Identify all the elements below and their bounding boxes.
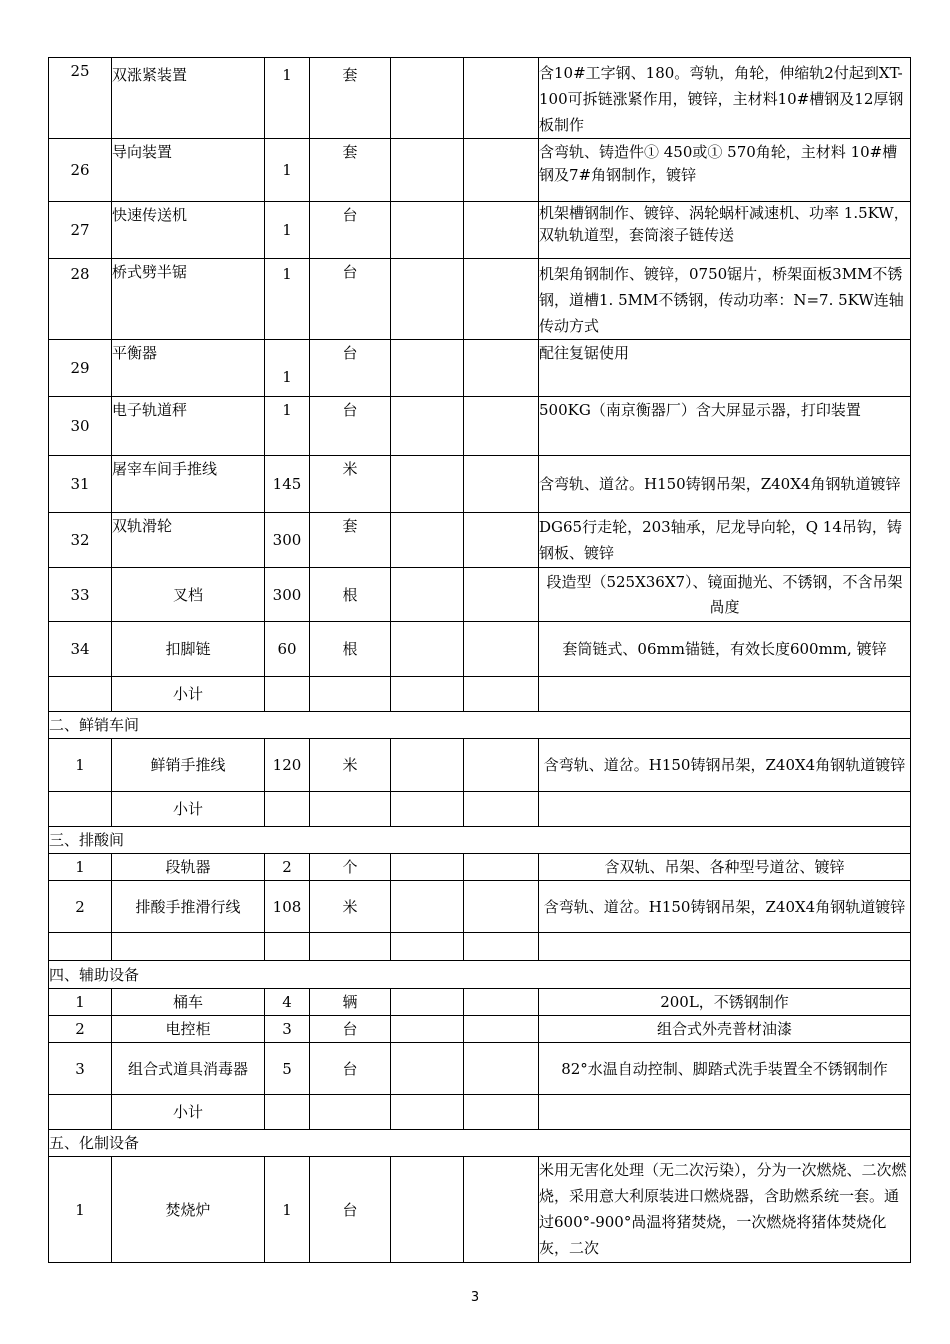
item-name: 叉档	[112, 568, 265, 622]
item-no: 2	[49, 1016, 112, 1043]
table-row	[49, 202, 911, 259]
item-name: 桶车	[112, 989, 265, 1016]
empty-cell	[391, 1043, 464, 1095]
item-desc-text: 含弯轨、铸造件① 450或① 570角轮，主材料 10#槽钢及7#角钢制作，镀锌	[539, 143, 898, 184]
empty-cell	[464, 989, 539, 1016]
item-qty: 2	[265, 854, 310, 881]
item-no: 1	[49, 1157, 112, 1263]
item-unit: 根	[310, 622, 391, 677]
item-qty: 3	[265, 1016, 310, 1043]
table-row	[49, 568, 911, 622]
empty-cell	[464, 202, 539, 259]
item-unit: 米	[310, 739, 391, 792]
section-title: 四、辅助设备	[49, 961, 911, 989]
item-name: 排酸手推滑行线	[112, 881, 265, 933]
item-unit: 台	[310, 259, 391, 340]
item-qty: 300	[265, 568, 310, 622]
item-no: 1	[49, 739, 112, 792]
item-name: 扣脚链	[112, 622, 265, 677]
table-row	[49, 1157, 911, 1263]
table-row	[49, 397, 911, 456]
empty-cell	[391, 854, 464, 881]
table-row	[49, 58, 911, 139]
item-unit: 辆	[310, 989, 391, 1016]
empty-cell	[265, 677, 310, 712]
item-desc: 含弯轨、道岔。H150铸钢吊架，Z40X4角钢轨道镀锌	[539, 881, 911, 933]
empty-cell	[464, 58, 539, 139]
empty-cell	[49, 792, 112, 827]
item-desc: 机架角钢制作、镀锌，0750锯片，桥架面板3MM不锈钢，道槽1. 5MM不锈钢，传动功率：N=7. 5KW连轴传动方式	[539, 259, 911, 340]
item-qty: 1	[265, 340, 310, 397]
item-unit: 套	[310, 513, 391, 568]
empty-cell	[391, 792, 464, 827]
section-title: 三、排酸间	[49, 827, 911, 854]
empty-cell	[539, 792, 911, 827]
item-desc: 配往复锯使用	[539, 340, 911, 397]
empty-cell	[391, 568, 464, 622]
empty-cell	[464, 1016, 539, 1043]
empty-cell	[391, 1016, 464, 1043]
empty-cell	[464, 933, 539, 961]
empty-cell	[391, 340, 464, 397]
table-row	[49, 513, 911, 568]
section-header-row	[49, 827, 911, 854]
item-name: 组合式道具消毒器	[112, 1043, 265, 1095]
item-qty: 4	[265, 989, 310, 1016]
empty-cell	[464, 1157, 539, 1263]
item-no: 30	[49, 397, 112, 456]
empty-cell	[464, 854, 539, 881]
subtotal-row	[49, 677, 911, 712]
item-name: 平衡器	[112, 340, 265, 397]
empty-cell	[464, 340, 539, 397]
empty-cell	[464, 881, 539, 933]
empty-cell	[539, 933, 911, 961]
empty-cell	[265, 933, 310, 961]
empty-cell	[391, 739, 464, 792]
item-no: 31	[49, 456, 112, 513]
equipment-table	[48, 57, 911, 1263]
item-unit: 台	[310, 340, 391, 397]
empty-cell	[464, 568, 539, 622]
item-no: 1	[49, 989, 112, 1016]
item-name: 电控柜	[112, 1016, 265, 1043]
item-unit: 台	[310, 202, 391, 259]
empty-cell	[265, 1095, 310, 1130]
item-qty: 1	[265, 139, 310, 202]
item-unit: 套	[310, 58, 391, 139]
item-desc: 含双轨、吊架、各种型号道岔、镀锌	[539, 854, 911, 881]
empty-cell	[464, 513, 539, 568]
item-no: 27	[49, 202, 112, 259]
item-desc	[539, 202, 911, 259]
table-row	[49, 259, 911, 340]
subtotal-row	[49, 792, 911, 827]
empty-cell	[464, 456, 539, 513]
empty-cell	[464, 739, 539, 792]
item-unit: 米	[310, 881, 391, 933]
item-name: 电子轨道秤	[112, 397, 265, 456]
item-desc: 500KG（南京衡器厂）含大屏显示器，打印装置	[539, 397, 911, 456]
table-row	[49, 456, 911, 513]
empty-cell	[391, 881, 464, 933]
section-header-row	[49, 712, 911, 739]
item-unit: 个	[310, 854, 391, 881]
item-no: 29	[49, 340, 112, 397]
item-name: 导向装置	[112, 139, 265, 202]
item-desc: 套筒链式、06mm锚链，有效长度600mm, 镀锌	[539, 622, 911, 677]
item-unit: 台	[310, 1157, 391, 1263]
item-unit: 台	[310, 397, 391, 456]
empty-cell	[391, 933, 464, 961]
item-desc: DG65行走轮，203轴承，尼龙导向轮，Q 14吊钩，铸钢板、镀锌	[539, 513, 911, 568]
empty-cell	[391, 989, 464, 1016]
empty-cell	[265, 792, 310, 827]
empty-cell	[391, 456, 464, 513]
table-row	[49, 854, 911, 881]
subtotal-row	[49, 1095, 911, 1130]
item-qty: 300	[265, 513, 310, 568]
item-name: 桥式劈半锯	[112, 259, 265, 340]
item-qty: 60	[265, 622, 310, 677]
item-qty: 1	[265, 397, 310, 456]
item-name: 双涨紧装置	[112, 58, 265, 139]
section-header-row	[49, 1130, 911, 1157]
empty-cell	[464, 397, 539, 456]
item-desc: 段造型（525X36X7）、镜面抛光、不锈钢，不含吊架咼度	[539, 568, 911, 622]
item-qty: 108	[265, 881, 310, 933]
empty-cell	[539, 677, 911, 712]
empty-cell	[391, 1095, 464, 1130]
subtotal-label	[112, 933, 265, 961]
empty-cell	[464, 1095, 539, 1130]
item-no: 26	[49, 139, 112, 202]
item-name: 鲜销手推线	[112, 739, 265, 792]
item-desc: 含弯轨、道岔。H150铸钢吊架，Z40X4角钢轨道镀锌	[539, 456, 911, 513]
empty-cell	[391, 259, 464, 340]
item-qty: 1	[265, 259, 310, 340]
empty-cell	[391, 1157, 464, 1263]
item-desc: 含弯轨、道岔。H150铸钢吊架，Z40X4角钢轨道镀锌	[539, 739, 911, 792]
item-desc-text: 机架槽钢制作、镀锌、涡轮蜗杆减速机、功率 1.5KW，双轨轨道型，套筒滚子链传送	[539, 204, 909, 244]
item-qty: 145	[265, 456, 310, 513]
empty-cell	[464, 1043, 539, 1095]
item-unit: 台	[310, 1043, 391, 1095]
empty-cell	[391, 139, 464, 202]
item-unit: 米	[310, 456, 391, 513]
subtotal-label: 小计	[112, 677, 265, 712]
empty-cell	[464, 139, 539, 202]
item-no: 33	[49, 568, 112, 622]
item-no: 25	[49, 58, 112, 139]
item-no: 3	[49, 1043, 112, 1095]
table-row	[49, 340, 911, 397]
item-desc: 200L，不锈钢制作	[539, 989, 911, 1016]
item-name: 双轨滑轮	[112, 513, 265, 568]
item-unit: 套	[310, 139, 391, 202]
item-desc: 含10#工字钢、180。弯轨，角轮，伸缩轨2付起到XT-100可拆链涨紧作用，镀锌，主材料10#槽钢及12厚钢板制作	[539, 58, 911, 139]
empty-cell	[49, 933, 112, 961]
empty-cell	[464, 259, 539, 340]
section-header-row	[49, 961, 911, 989]
empty-cell	[464, 622, 539, 677]
empty-cell	[49, 677, 112, 712]
subtotal-label: 小计	[112, 1095, 265, 1130]
table-row	[49, 1043, 911, 1095]
item-name: 屠宰车间手推线	[112, 456, 265, 513]
empty-cell	[310, 792, 391, 827]
blank-row	[49, 933, 911, 961]
item-qty: 1	[265, 202, 310, 259]
item-qty: 5	[265, 1043, 310, 1095]
empty-cell	[310, 1095, 391, 1130]
empty-cell	[391, 513, 464, 568]
item-qty: 120	[265, 739, 310, 792]
item-unit: 根	[310, 568, 391, 622]
item-qty: 1	[265, 1157, 310, 1263]
item-desc-text: 米用无害化处理（无二次污染），分为一次燃烧、二次燃烧，采用意大利原装进口燃烧器，含助燃系统一套。通过600°-900°咼温将猪焚烧，一次燃烧将猪体焚烧化灰，二次	[539, 1161, 907, 1257]
empty-cell	[391, 397, 464, 456]
empty-cell	[391, 58, 464, 139]
item-no: 2	[49, 881, 112, 933]
table-row	[49, 1016, 911, 1043]
item-no: 34	[49, 622, 112, 677]
section-title: 五、化制设备	[49, 1130, 911, 1157]
item-desc: 82°水温自动控制、脚踏式洗手装置全不锈钢制作	[539, 1043, 911, 1095]
item-name: 焚烧炉	[112, 1157, 265, 1263]
item-name: 快速传送机	[112, 202, 265, 259]
empty-cell	[310, 933, 391, 961]
section-title: 二、鲜销车间	[49, 712, 911, 739]
item-unit: 台	[310, 1016, 391, 1043]
table-row	[49, 622, 911, 677]
empty-cell	[310, 677, 391, 712]
page-number: 3	[470, 1290, 480, 1305]
empty-cell	[464, 677, 539, 712]
subtotal-label: 小计	[112, 792, 265, 827]
item-no: 1	[49, 854, 112, 881]
item-desc	[539, 1157, 911, 1263]
empty-cell	[49, 1095, 112, 1130]
empty-cell	[464, 792, 539, 827]
item-no: 28	[49, 259, 112, 340]
item-desc	[539, 139, 911, 202]
empty-cell	[539, 1095, 911, 1130]
empty-cell	[391, 622, 464, 677]
empty-cell	[391, 202, 464, 259]
empty-cell	[391, 677, 464, 712]
table-row	[49, 881, 911, 933]
item-qty: 1	[265, 58, 310, 139]
table-row	[49, 139, 911, 202]
table-row	[49, 989, 911, 1016]
item-desc: 组合式外壳普材油漆	[539, 1016, 911, 1043]
item-no: 32	[49, 513, 112, 568]
item-name: 段轨器	[112, 854, 265, 881]
table-row	[49, 739, 911, 792]
